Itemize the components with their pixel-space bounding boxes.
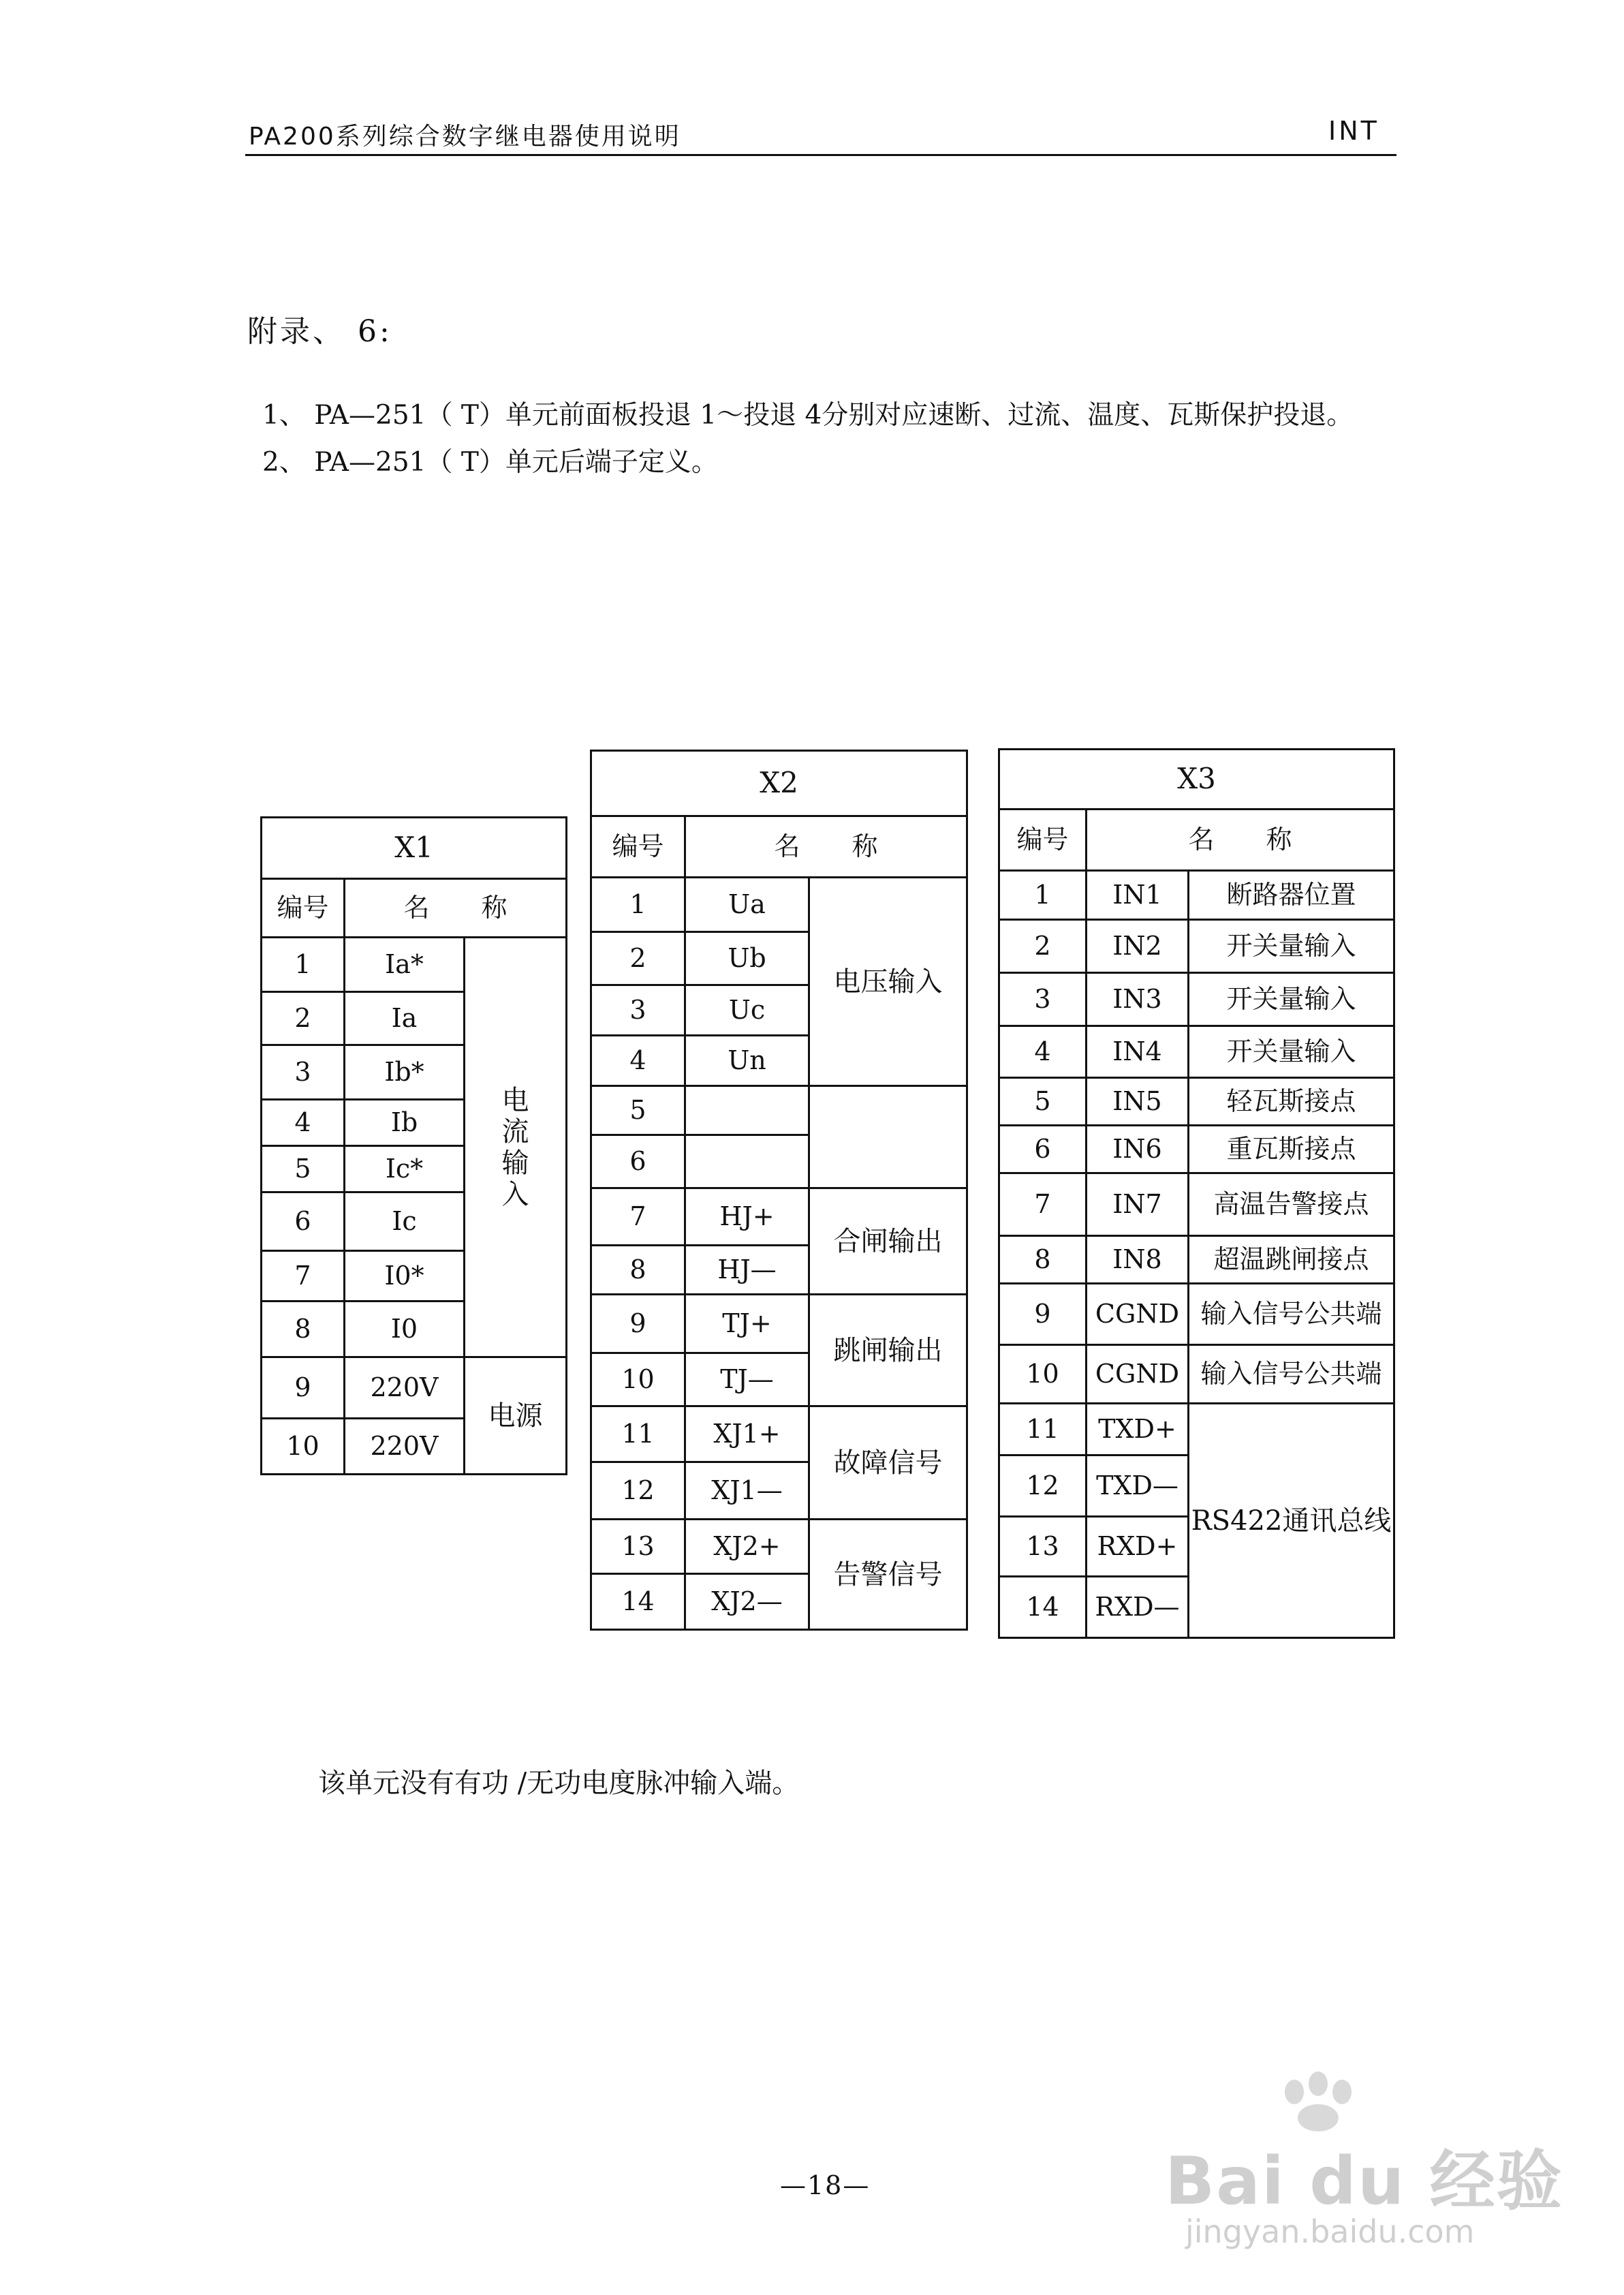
header-section-code: INT: [1328, 116, 1379, 146]
table-title: X2: [591, 751, 967, 816]
terminal-number: 7: [262, 1251, 345, 1301]
terminal-desc: 输入信号公共端: [1189, 1345, 1394, 1404]
terminal-number: 2: [999, 920, 1087, 973]
terminal-code: IN7: [1087, 1173, 1189, 1236]
terminal-code: IN8: [1087, 1236, 1189, 1284]
terminal-code: IN6: [1087, 1126, 1189, 1173]
terminal-desc: 输入信号公共端: [1189, 1284, 1394, 1345]
terminal-number: 8: [591, 1246, 685, 1295]
closing-note: 该单元没有有功 /无功电度脉冲输入端。: [318, 1768, 800, 1799]
terminal-name: Ic*: [345, 1146, 465, 1192]
terminal-code: RXD+: [1087, 1517, 1189, 1577]
terminal-number: 4: [591, 1036, 685, 1086]
page-number: —18—: [780, 2170, 871, 2200]
terminal-name: 220V: [345, 1357, 465, 1419]
terminal-name: XJ1—: [685, 1462, 809, 1520]
terminal-number: 14: [999, 1577, 1087, 1638]
terminal-code: TXD+: [1087, 1404, 1189, 1455]
paw-icon: [1267, 2071, 1369, 2133]
terminal-name: TJ+: [685, 1295, 809, 1353]
terminal-number: 7: [591, 1188, 685, 1246]
terminal-desc: 开关量输入: [1189, 973, 1394, 1026]
terminal-name: 220V: [345, 1419, 465, 1475]
terminal-number: 7: [999, 1173, 1087, 1236]
group-alarm-signal: 告警信号: [809, 1520, 967, 1630]
terminal-code: IN3: [1087, 973, 1189, 1026]
group-char: 流: [501, 1115, 529, 1148]
note-1: 1、 PA—251（ T）单元前面板投退 1～投退 4分别对应速断、过流、温度、瓦斯保护投退。: [262, 400, 1354, 431]
watermark-url: jingyan.baidu.com: [1185, 2213, 1475, 2250]
terminal-number: 12: [591, 1462, 685, 1520]
group-fault-signal: 故障信号: [809, 1406, 967, 1520]
terminal-desc: 超温跳闸接点: [1189, 1236, 1394, 1284]
header-title: PA200系列综合数字继电器使用说明: [249, 123, 681, 151]
terminal-number: 10: [262, 1419, 345, 1475]
terminal-number: 6: [999, 1126, 1087, 1173]
terminal-number: 9: [999, 1284, 1087, 1345]
terminal-number: 4: [262, 1100, 345, 1146]
terminal-number: 5: [262, 1146, 345, 1192]
terminal-number: 14: [591, 1574, 685, 1630]
group-power: 电源: [465, 1357, 567, 1475]
terminal-name: XJ2+: [685, 1520, 809, 1574]
col-header-number: 编号: [262, 879, 345, 938]
group-unused: [809, 1086, 967, 1188]
terminal-code: IN5: [1087, 1078, 1189, 1126]
terminal-number: 8: [999, 1236, 1087, 1284]
terminal-desc: 断路器位置: [1189, 871, 1394, 920]
terminal-name: XJ1+: [685, 1406, 809, 1462]
terminal-name: Ia: [345, 992, 465, 1045]
group-rs422-bus: RS422通讯总线: [1189, 1404, 1394, 1638]
table-title: X3: [999, 750, 1394, 810]
group-voltage-input: 电压输入: [809, 878, 967, 1086]
terminal-name: HJ+: [685, 1188, 809, 1246]
terminal-number: 10: [999, 1345, 1087, 1404]
terminal-code: IN2: [1087, 920, 1189, 973]
appendix-title: 附录、 6:: [247, 314, 392, 349]
terminal-desc: 高温告警接点: [1189, 1173, 1394, 1236]
terminal-code: CGND: [1087, 1345, 1189, 1404]
terminal-number: 3: [999, 973, 1087, 1026]
terminal-number: 11: [999, 1404, 1087, 1455]
col-header-name: 名 称: [1087, 810, 1394, 871]
terminal-number: 9: [591, 1295, 685, 1353]
col-header-name: 名 称: [345, 879, 567, 938]
terminal-code: IN1: [1087, 871, 1189, 920]
terminal-number: 1: [262, 938, 345, 992]
header-rule: [245, 154, 1396, 156]
terminal-number: 13: [999, 1517, 1087, 1577]
watermark: [1165, 2071, 1563, 2255]
terminal-number: 2: [262, 992, 345, 1045]
terminal-name: Ub: [685, 932, 809, 985]
terminal-desc: 轻瓦斯接点: [1189, 1078, 1394, 1126]
terminal-number: 6: [262, 1192, 345, 1251]
watermark-brand: Bai du 经验: [1165, 2143, 1563, 2219]
terminal-number: 10: [591, 1353, 685, 1406]
terminal-number: 13: [591, 1520, 685, 1574]
col-header-number: 编号: [999, 810, 1087, 871]
terminal-name: Ib*: [345, 1045, 465, 1100]
table-title: X1: [262, 818, 567, 879]
terminal-code: CGND: [1087, 1284, 1189, 1345]
terminal-code: RXD—: [1087, 1577, 1189, 1638]
terminal-code: IN4: [1087, 1026, 1189, 1078]
terminal-desc: 开关量输入: [1189, 920, 1394, 973]
terminal-number: 9: [262, 1357, 345, 1419]
terminal-name: [685, 1086, 809, 1135]
terminal-name: Ua: [685, 878, 809, 932]
terminal-desc: 重瓦斯接点: [1189, 1126, 1394, 1173]
terminal-name: HJ—: [685, 1246, 809, 1295]
terminal-desc: 开关量输入: [1189, 1026, 1394, 1078]
col-header-name: 名 称: [685, 816, 967, 878]
terminal-name: Un: [685, 1036, 809, 1086]
group-current-input: [465, 938, 567, 1357]
terminal-table-x3: [998, 748, 1395, 1639]
terminal-number: 2: [591, 932, 685, 985]
terminal-number: 8: [262, 1301, 345, 1357]
terminal-name: Ic: [345, 1192, 465, 1251]
terminal-number: 1: [591, 878, 685, 932]
group-char: 入: [501, 1178, 529, 1210]
terminal-number: 5: [591, 1086, 685, 1135]
terminal-code: TXD—: [1087, 1455, 1189, 1517]
group-char: 电: [501, 1084, 529, 1116]
group-close-output: 合闸输出: [809, 1188, 967, 1295]
terminal-name: TJ—: [685, 1353, 809, 1406]
terminal-number: 12: [999, 1455, 1087, 1517]
terminal-number: 1: [999, 871, 1087, 920]
group-trip-output: 跳闸输出: [809, 1295, 967, 1406]
col-header-number: 编号: [591, 816, 685, 878]
terminal-number: 3: [262, 1045, 345, 1100]
terminal-number: 5: [999, 1078, 1087, 1126]
terminal-table-x2: [590, 750, 968, 1631]
terminal-name: XJ2—: [685, 1574, 809, 1630]
group-char: 输: [501, 1147, 529, 1179]
terminal-name: Uc: [685, 985, 809, 1036]
terminal-number: 3: [591, 985, 685, 1036]
terminal-number: 6: [591, 1135, 685, 1188]
terminal-number: 11: [591, 1406, 685, 1462]
terminal-name: Ib: [345, 1100, 465, 1146]
terminal-name: Ia*: [345, 938, 465, 992]
terminal-table-x1: [260, 816, 567, 1475]
terminal-name: [685, 1135, 809, 1188]
terminal-name: I0: [345, 1301, 465, 1357]
terminal-name: I0*: [345, 1251, 465, 1301]
note-2: 2、 PA—251（ T）单元后端子定义。: [262, 447, 718, 478]
terminal-number: 4: [999, 1026, 1087, 1078]
